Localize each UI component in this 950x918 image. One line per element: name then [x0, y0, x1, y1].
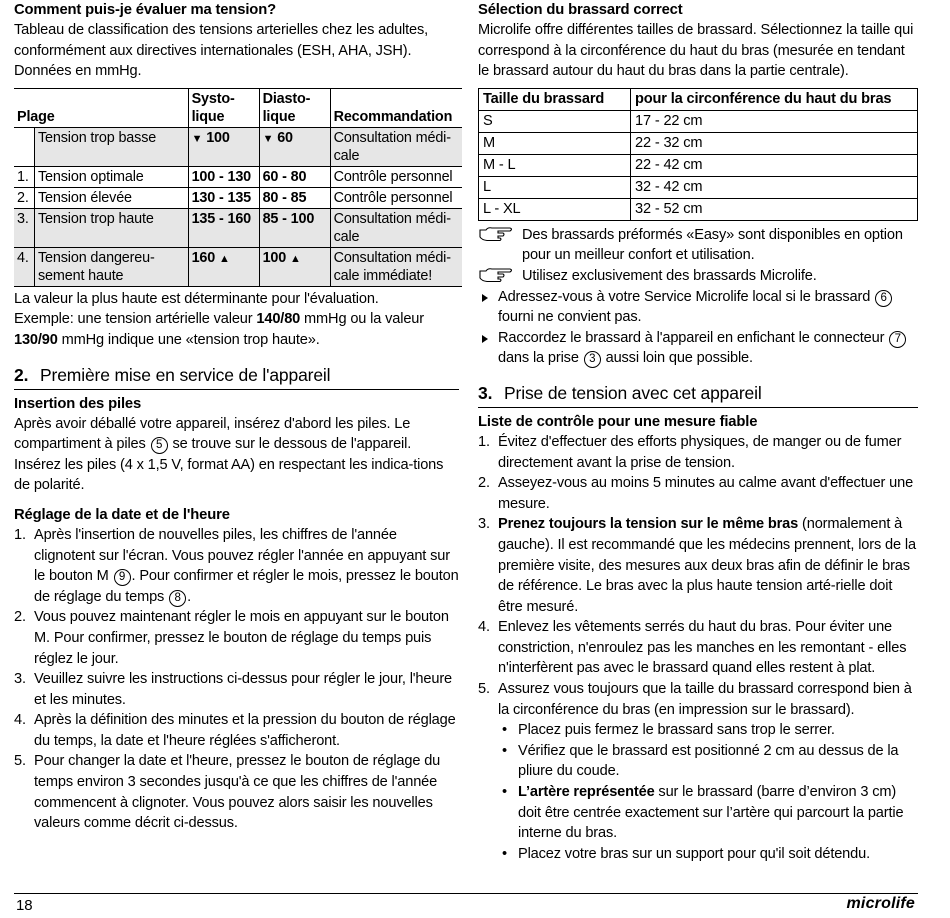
eval-note-1: La valeur la plus haute est déterminante pour l'évaluation.	[14, 290, 379, 307]
cuff-range: 22 - 42 cm	[631, 154, 918, 176]
step-text: Asseyez-vous au moins 5 minutes au calme avant d'effectuer une mesure.	[498, 475, 914, 512]
callout-number: 3	[584, 351, 601, 368]
bullet-text: sur le brassard (barre d’environ 3 cm) doit être centrée exactement sur l’artère qui parcourt la partie interne du bras.	[518, 784, 904, 842]
list-item	[498, 720, 918, 741]
header-arm-circumference: pour la circonférence du haut du bras	[631, 88, 918, 110]
row-recommendation: Consultation médi- cale	[330, 208, 462, 247]
header-plage: Plage	[14, 88, 188, 127]
step-number: 5.	[478, 681, 490, 698]
table-row	[14, 187, 462, 208]
row-diastolic	[259, 247, 330, 286]
list-item	[478, 617, 918, 679]
step-number: 1.	[14, 526, 26, 543]
row-recommendation: Contrôle personnel	[330, 166, 462, 187]
step-number: 3.	[14, 671, 26, 688]
cuff-intro: Microlife offre différentes tailles de brassard. Sélectionnez la taille qui correspond à la circonférence du haut du bras (mesurée en tendant le brassard autour du haut du bras dans la partie centrale).	[478, 22, 914, 80]
header-diastolique: Diasto- lique	[259, 88, 330, 127]
arrow-up-icon: ▲	[290, 252, 301, 265]
row-index	[14, 127, 35, 166]
bullet-text: Placez puis fermez le brassard sans trop le serrer.	[518, 722, 835, 739]
note-microlife-cuffs	[478, 266, 918, 287]
step-text: Pour changer la date et l'heure, pressez le bouton de réglage du temps environ 3 secondes jusqu'à ce que les chiffres de l'année commencent à clignoter. Vous pouvez alors saisir les nouvelles valeurs comme décrit ci-dessus.	[34, 753, 441, 832]
row-systolic: 135 - 160	[188, 208, 259, 247]
step-text: Veuillez suivre les instructions ci-dessus pour régler le jour, l'heure et les minutes.	[34, 671, 452, 708]
cuff-size-table	[478, 88, 918, 221]
table-row	[479, 132, 918, 154]
left-column	[14, 0, 459, 834]
row-systolic	[188, 127, 259, 166]
checklist-heading: Liste de contrôle pour une mesure fiable	[478, 413, 758, 430]
step-text-bold: Prenez toujours la tension sur le même bras	[498, 516, 799, 533]
header-cuff-size: Taille du brassard	[479, 88, 631, 110]
arrow-down-icon: ▼	[262, 132, 274, 145]
pointing-hand-icon	[478, 226, 514, 242]
page-number: 18	[16, 897, 33, 914]
datetime-heading: Réglage de la date et de l'heure	[14, 506, 230, 523]
row-recommendation: Consultation médi- cale	[330, 127, 462, 166]
list-item	[14, 710, 459, 751]
row-diastolic	[259, 127, 330, 166]
header-recommandation: Recommandation	[330, 88, 462, 127]
row-index: 3.	[14, 208, 35, 247]
row-diastolic: 60 - 80	[259, 166, 330, 187]
cuff-size: M - L	[479, 154, 631, 176]
note-value-bold: 130/90	[14, 331, 58, 348]
bullet-dot-icon: •	[502, 722, 507, 739]
list-item	[498, 844, 918, 865]
note-text: Des brassards préformés «Easy» sont disponibles en option pour un meilleur confort et utilisation.	[522, 226, 903, 264]
table-row	[14, 208, 462, 247]
step-number: 2.	[14, 609, 26, 626]
step-number: 3.	[478, 516, 490, 533]
step-text: .	[187, 588, 192, 605]
section-number: 2.	[14, 364, 29, 385]
header-systolique: Systo- lique	[188, 88, 259, 127]
arrow-down-icon: ▼	[191, 132, 203, 145]
bullet-dot-icon: •	[502, 784, 507, 801]
cuff-range: 32 - 52 cm	[631, 198, 918, 220]
row-index: 1.	[14, 166, 35, 187]
step-text: Évitez d'effectuer des efforts physiques, de manger ou de fumer directement avant la prise de tension.	[498, 433, 902, 471]
step-text: Après l'insertion de nouvelles piles, les chiffres de l'année clignotent sur l'écran. Vous pouvez régler l'année en appuyant sur le bouton M	[34, 526, 450, 585]
step-number: 4.	[478, 619, 490, 636]
list-item	[478, 473, 918, 514]
cuff-size: L - XL	[479, 198, 631, 220]
callout-number: 5	[151, 437, 168, 454]
triangle-bullet-icon	[482, 294, 488, 302]
cuff-header-row	[479, 88, 918, 110]
note-easy-cuffs	[478, 225, 918, 266]
list-item	[14, 669, 459, 710]
callout-number: 7	[889, 331, 906, 348]
row-diastolic: 80 - 85	[259, 187, 330, 208]
table-row	[14, 127, 462, 166]
row-recommendation: Contrôle personnel	[330, 187, 462, 208]
step-text: Enlevez les vêtements serrés du haut du bras. Pour éviter une constriction, n'enroulez pas les manches en les remontant - elles n'interfèrent pas avec le brassard quand elles restent à plat.	[498, 619, 907, 677]
eval-heading: Comment puis-je évaluer ma tension?	[14, 2, 276, 18]
batteries-heading: Insertion des piles	[14, 395, 142, 412]
row-systolic: 100 - 130	[188, 166, 259, 187]
step-text: Vous pouvez maintenant régler le mois en appuyant sur le bouton M. Pour confirmer, pressez le bouton de réglage du temps puis réglez le jour.	[34, 609, 449, 667]
instruction-text: fourni ne convient pas.	[498, 309, 642, 326]
classification-table	[14, 88, 462, 287]
list-item	[478, 514, 918, 617]
table-row	[479, 110, 918, 132]
note-text: Utilisez exclusivement des brassards Microlife.	[522, 267, 817, 284]
bullet-dot-icon: •	[502, 845, 507, 862]
row-recommendation: Consultation médi- cale immédiate!	[330, 247, 462, 286]
row-range: Tension trop basse	[35, 127, 189, 166]
note-text: Exemple: une tension artérielle valeur	[14, 311, 257, 328]
row-systolic	[188, 247, 259, 286]
eval-note-2	[14, 309, 459, 350]
section-number: 3.	[478, 382, 493, 403]
step-text: Après la définition des minutes et la pression du bouton de réglage du temps, la date et l'heure réglées s'afficheront.	[34, 712, 456, 749]
section-title-text: Première mise en service de l'appareil	[40, 364, 331, 385]
callout-number: 6	[875, 290, 892, 307]
step-text: (normalement à gauche). Il est recommandé que les médecins prennent, lors de la première visite, des mesures aux deux bras afin de définir le bras de référence. Le bras avec la plus haute tension arté-rielle doit être mesuré.	[498, 516, 916, 615]
row-range: Tension dangereu- sement haute	[35, 247, 189, 286]
bullet-text-bold: L’artère représentée	[518, 784, 655, 801]
instruction-text: Raccordez le brassard à l'appareil en enfichant le connecteur	[498, 329, 889, 346]
table-row	[14, 166, 462, 187]
table-row	[479, 154, 918, 176]
cuff-heading: Sélection du brassard correct	[478, 2, 683, 18]
list-item	[14, 607, 459, 669]
instruction-text: Adressez-vous à votre Service Microlife local si le brassard	[498, 288, 875, 305]
row-index: 2.	[14, 187, 35, 208]
list-item	[478, 432, 918, 473]
section-title-text: Prise de tension avec cet appareil	[504, 382, 762, 403]
table-row	[479, 176, 918, 198]
batteries-text	[14, 414, 459, 496]
cuff-size: M	[479, 132, 631, 154]
cuff-range: 32 - 42 cm	[631, 176, 918, 198]
instruction-service	[478, 287, 918, 328]
instruction-text: dans la prise	[498, 350, 583, 367]
list-item	[478, 679, 918, 864]
row-diastolic-value: 100	[262, 249, 287, 266]
instruction-connect	[478, 328, 918, 369]
bullet-text: Vérifiez que le brassard est positionné 2 cm au dessus de la pliure du coude.	[518, 742, 899, 780]
pointing-hand-icon	[478, 267, 514, 283]
row-index: 4.	[14, 247, 35, 286]
step-text: . Pour confirmer et régler le mois, pressez le bouton de réglage du temps	[34, 568, 459, 605]
callout-number: 8	[169, 590, 186, 607]
row-diastolic-value: 60	[277, 129, 293, 146]
row-systolic: 130 - 135	[188, 187, 259, 208]
checklist-steps	[478, 432, 918, 864]
triangle-bullet-icon	[482, 335, 488, 343]
section-2-title	[14, 363, 459, 390]
cuff-placement-bullets	[498, 720, 918, 864]
note-text: mmHg indique une «tension trop haute».	[57, 331, 320, 348]
footer-divider	[14, 893, 918, 894]
bullet-text: Placez votre bras sur un support pour qu'il soit détendu.	[518, 845, 870, 862]
callout-number: 9	[114, 569, 131, 586]
row-range: Tension élevée	[35, 187, 189, 208]
batteries-text-b: se trouve sur le dessous de l'appareil. Insérez les piles (4 x 1,5 V, format AA) en respectant les indica-tions de polarité.	[14, 436, 444, 494]
note-value-bold: 140/80	[256, 311, 301, 328]
row-systolic-value: 160	[191, 249, 216, 266]
cuff-range: 22 - 32 cm	[631, 132, 918, 154]
instruction-text: aussi loin que possible.	[601, 350, 753, 367]
arrow-up-icon: ▲	[219, 252, 230, 265]
cuff-size: S	[479, 110, 631, 132]
section-3-title	[478, 381, 918, 408]
eval-intro: Tableau de classification des tensions arterielles chez les adultes, conformément aux directives internationales (ESH, AHA, JSH). Données en mmHg.	[14, 22, 429, 80]
row-range: Tension trop haute	[35, 208, 189, 247]
list-item	[498, 741, 918, 782]
step-number: 4.	[14, 712, 26, 729]
step-number: 2.	[478, 475, 490, 492]
brand-logo: microlife	[846, 895, 915, 912]
table-row	[14, 247, 462, 286]
right-column	[478, 0, 918, 864]
row-diastolic: 85 - 100	[259, 208, 330, 247]
cuff-size: L	[479, 176, 631, 198]
batteries-text-a: Après avoir déballé votre appareil, insérez d'abord les piles. Le compartiment à piles	[14, 415, 411, 453]
datetime-steps	[14, 525, 459, 834]
list-item	[498, 782, 918, 844]
cuff-range: 17 - 22 cm	[631, 110, 918, 132]
list-item	[14, 525, 459, 607]
row-systolic-value: 100	[206, 129, 230, 146]
classification-header-row	[14, 88, 462, 127]
row-range: Tension optimale	[35, 166, 189, 187]
step-number: 1.	[478, 433, 490, 450]
step-number: 5.	[14, 753, 26, 770]
table-row	[479, 198, 918, 220]
step-text: Assurez vous toujours que la taille du brassard correspond bien à la circonférence du bras (en impression sur le brassard).	[498, 681, 912, 718]
note-text: mmHg ou la valeur	[300, 311, 424, 328]
bullet-dot-icon: •	[502, 742, 507, 759]
list-item	[14, 751, 459, 833]
